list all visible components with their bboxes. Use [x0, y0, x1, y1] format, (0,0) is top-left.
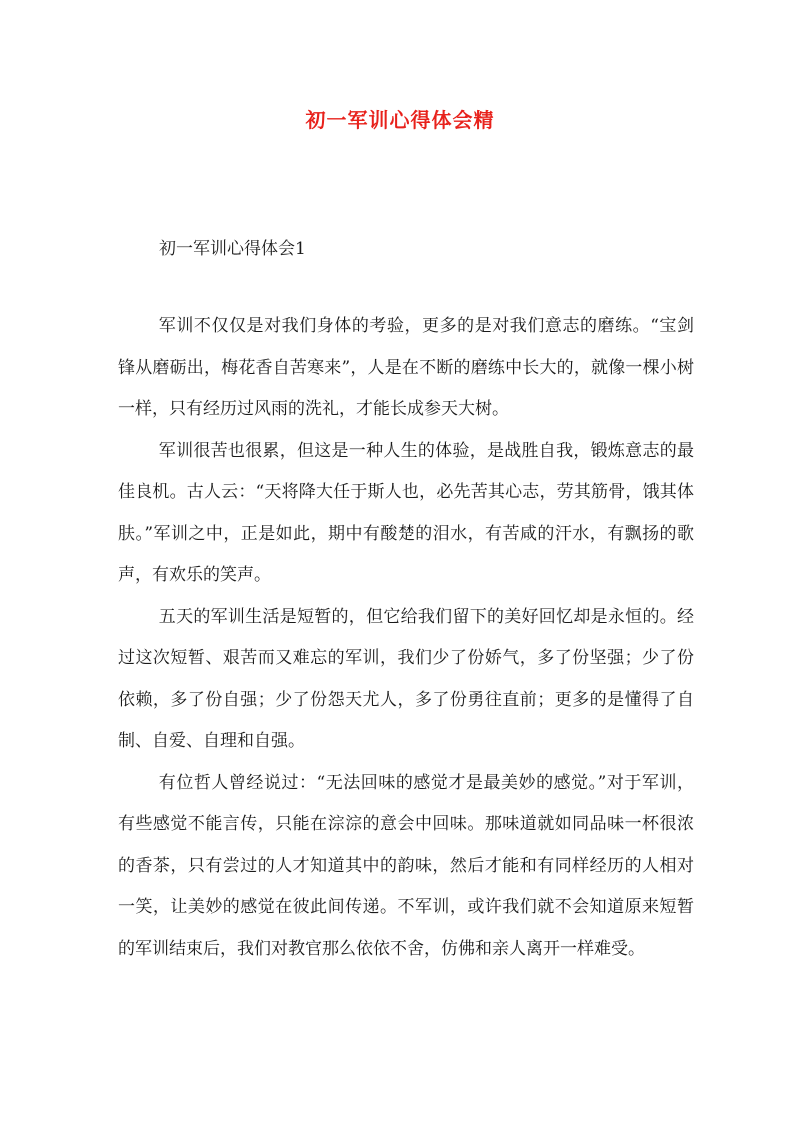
- document-body: [118, 306, 694, 970]
- paragraph-1: 军训不仅仅是对我们身体的考验，更多的是对我们意志的磨练。“宝剑锋从磨砺出，梅花香自苦寒来”，人是在不断的磨练中长大的，就像一棵小树一样，只有经历过风雨的洗礼，才能长成参天大树。: [118, 316, 694, 419]
- document-title: 初一军训心得体会精: [305, 108, 495, 132]
- paragraph-4: 有位哲人曾经说过：“无法回味的感觉才是最美妙的感觉。”对于军训，有些感觉不能言传，只能在淙淙的意会中回味。那味道就如同品味一杯很浓的香茶，只有尝过的人才知道其中的韵味，然后才能和有同样经历的人相对一笑，让美妙的感觉在彼此间传递。不军训，或许我们就不会知道原来短暂的军训结束后，我们对教官那么依依不舍，仿佛和亲人离开一样难受。: [118, 772, 694, 959]
- paragraph-3: 五天的军训生活是短暂的，但它给我们留下的美好回忆却是永恒的。经过这次短暂、艰苦而又难忘的军训，我们少了份娇气，多了份坚强；少了份依赖，多了份自强；少了份怨天尤人，多了份勇往直前；更多的是懂得了自制、自爱、自理和自强。: [118, 606, 694, 751]
- paragraph-2: 军训很苦也很累，但这是一种人生的体验，是战胜自我，锻炼意志的最佳良机。古人云：“天将降大任于斯人也，必先苦其心志，劳其筋骨，饿其体肤。”军训之中，正是如此，期中有酸楚的泪水，有苦咸的汗水，有飘扬的歌声，有欢乐的笑声。: [118, 440, 694, 585]
- section-heading: 初一军训心得体会1: [159, 239, 306, 259]
